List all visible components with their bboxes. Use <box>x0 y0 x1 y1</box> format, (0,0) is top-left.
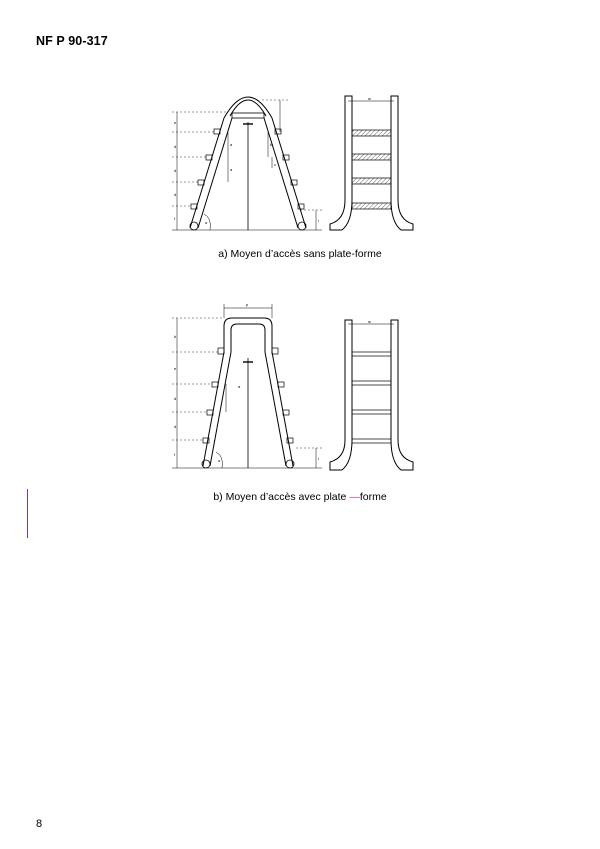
figure-a-caption: a) Moyen d’accès sans plate-forme <box>218 248 382 260</box>
figure-b-caption-end: forme <box>359 491 387 503</box>
revision-margin-bar <box>27 489 28 538</box>
figure-b-front-view <box>330 319 413 470</box>
svg-text:c: c <box>274 162 276 167</box>
svg-text:w: w <box>368 319 371 324</box>
figure-b-caption-start: b) Moyen d’accès avec plate <box>213 491 350 503</box>
svg-text:f: f <box>174 452 176 457</box>
svg-text:i: i <box>318 218 319 223</box>
figure-b-caption <box>0 491 600 503</box>
svg-text:d: d <box>174 144 177 149</box>
svg-text:a: a <box>230 167 233 172</box>
svg-text:f: f <box>174 216 176 221</box>
svg-text:e: e <box>174 366 177 371</box>
svg-text:d: d <box>174 424 177 429</box>
svg-text:a: a <box>238 384 241 389</box>
svg-text:a: a <box>230 142 233 147</box>
svg-text:e: e <box>174 120 177 125</box>
svg-text:α: α <box>205 220 208 225</box>
figure-b-caption-dash: — <box>349 491 360 503</box>
svg-text:d: d <box>174 168 177 173</box>
svg-text:d: d <box>174 192 177 197</box>
svg-text:i: i <box>318 456 319 461</box>
figure-b-side-view <box>172 302 322 468</box>
svg-text:w: w <box>368 96 371 101</box>
svg-text:b: b <box>270 142 273 147</box>
document-reference: NF P 90-317 <box>36 34 108 48</box>
page-number: 8 <box>36 818 43 830</box>
svg-text:α: α <box>218 458 221 463</box>
svg-text:d: d <box>174 396 177 401</box>
figure-a-side-view <box>172 97 322 230</box>
figure-a-front-view <box>330 96 413 230</box>
svg-text:p: p <box>246 302 249 307</box>
svg-text:h: h <box>174 334 177 339</box>
